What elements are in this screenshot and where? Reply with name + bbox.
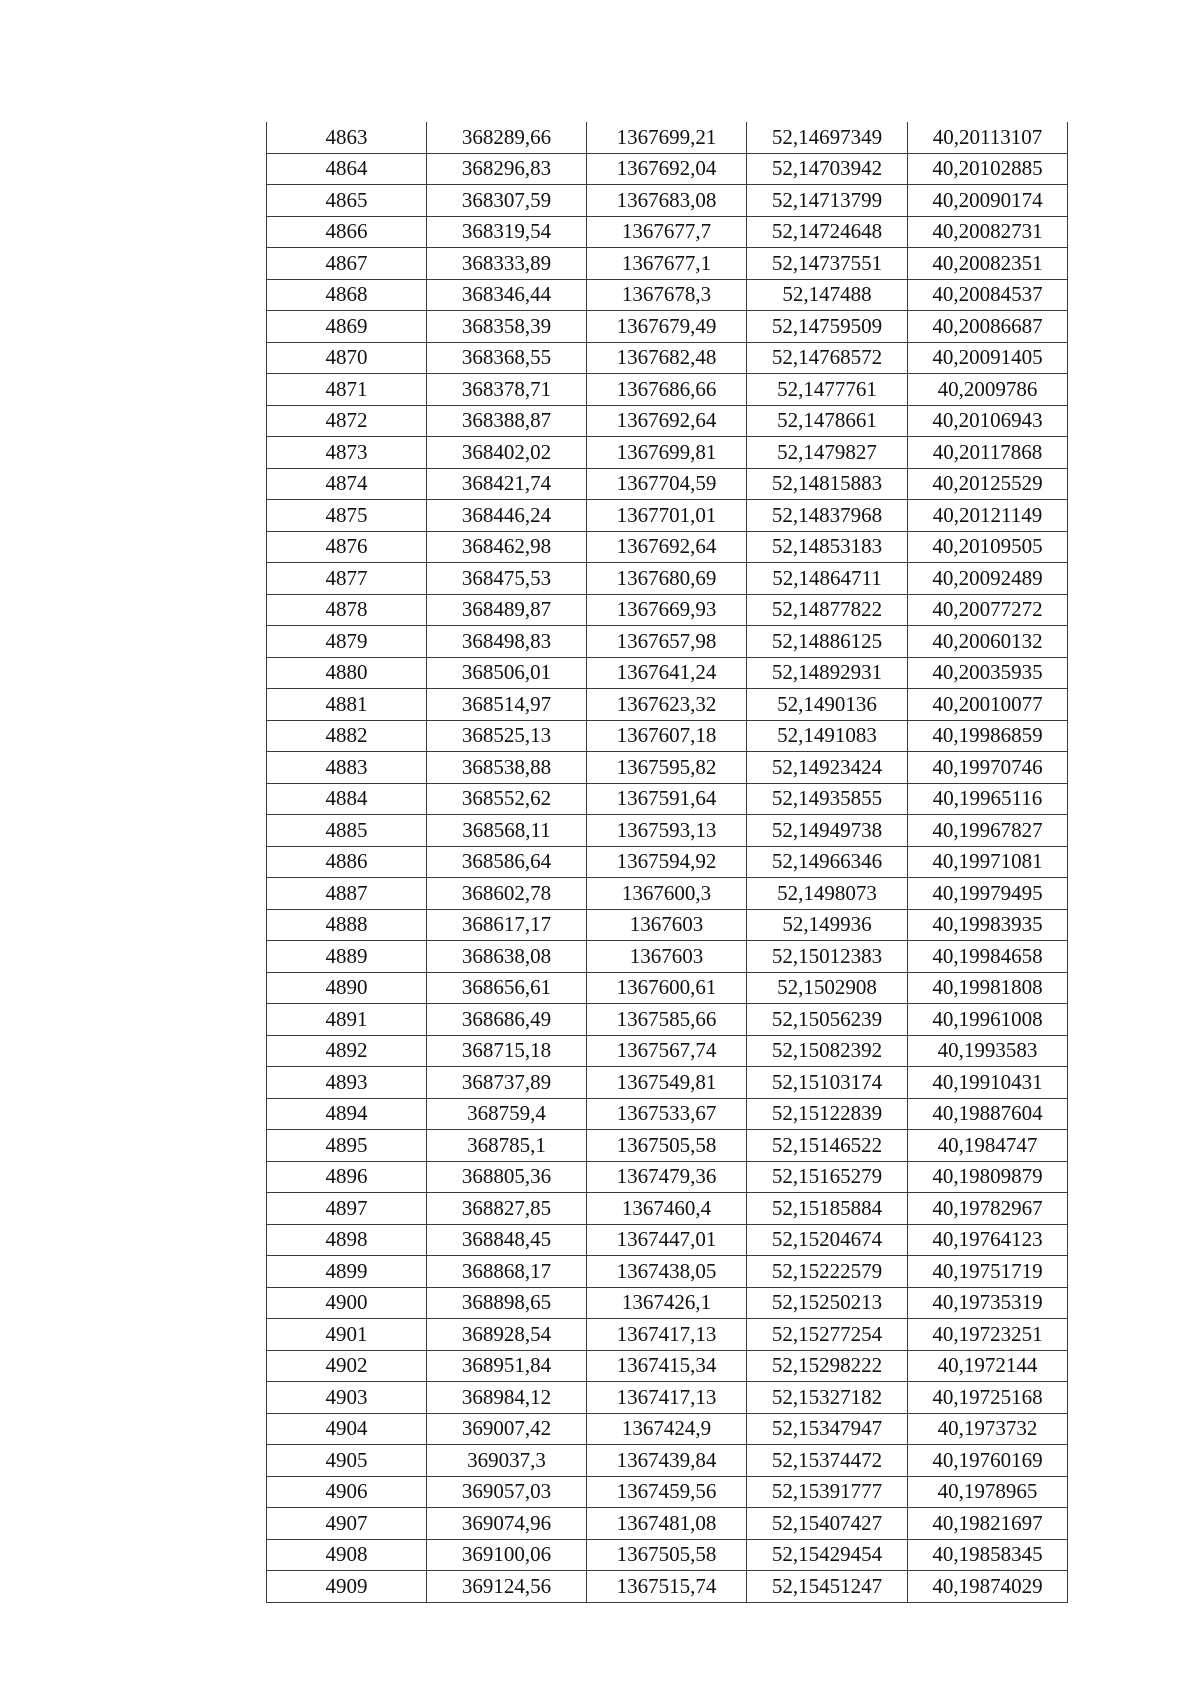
y-coordinate-cell: 1367699,81	[587, 437, 747, 469]
latitude-cell: 52,14949738	[747, 815, 908, 847]
longitude-cell: 40,20121149	[908, 500, 1068, 532]
x-coordinate-cell: 368686,49	[427, 1004, 587, 1036]
y-coordinate-cell: 1367447,01	[587, 1224, 747, 1256]
longitude-cell: 40,20117868	[908, 437, 1068, 469]
point-number-cell: 4885	[267, 815, 427, 847]
point-number-cell: 4906	[267, 1476, 427, 1508]
x-coordinate-cell: 369007,42	[427, 1413, 587, 1445]
table-row	[267, 657, 1068, 689]
latitude-cell: 52,14724648	[747, 216, 908, 248]
table-row	[267, 1193, 1068, 1225]
latitude-cell: 52,1498073	[747, 878, 908, 910]
longitude-cell: 40,20102885	[908, 153, 1068, 185]
x-coordinate-cell: 368805,36	[427, 1161, 587, 1193]
x-coordinate-cell: 368552,62	[427, 783, 587, 815]
point-number-cell: 4903	[267, 1382, 427, 1414]
longitude-cell: 40,20125529	[908, 468, 1068, 500]
y-coordinate-cell: 1367603	[587, 909, 747, 941]
point-number-cell: 4899	[267, 1256, 427, 1288]
longitude-cell: 40,19983935	[908, 909, 1068, 941]
y-coordinate-cell: 1367515,74	[587, 1571, 747, 1603]
longitude-cell: 40,19961008	[908, 1004, 1068, 1036]
point-number-cell: 4891	[267, 1004, 427, 1036]
latitude-cell: 52,147488	[747, 279, 908, 311]
latitude-cell: 52,1478661	[747, 405, 908, 437]
longitude-cell: 40,19981808	[908, 972, 1068, 1004]
point-number-cell: 4868	[267, 279, 427, 311]
longitude-cell: 40,20082731	[908, 216, 1068, 248]
longitude-cell: 40,19984658	[908, 941, 1068, 973]
x-coordinate-cell: 368498,83	[427, 626, 587, 658]
table-row	[267, 1035, 1068, 1067]
latitude-cell: 52,14886125	[747, 626, 908, 658]
y-coordinate-cell: 1367549,81	[587, 1067, 747, 1099]
x-coordinate-cell: 368402,02	[427, 437, 587, 469]
longitude-cell: 40,19967827	[908, 815, 1068, 847]
point-number-cell: 4869	[267, 311, 427, 343]
point-number-cell: 4884	[267, 783, 427, 815]
y-coordinate-cell: 1367679,49	[587, 311, 747, 343]
point-number-cell: 4876	[267, 531, 427, 563]
y-coordinate-cell: 1367682,48	[587, 342, 747, 374]
longitude-cell: 40,19760169	[908, 1445, 1068, 1477]
longitude-cell: 40,1973732	[908, 1413, 1068, 1445]
latitude-cell: 52,149936	[747, 909, 908, 941]
latitude-cell: 52,15429454	[747, 1539, 908, 1571]
x-coordinate-cell: 368378,71	[427, 374, 587, 406]
x-coordinate-cell: 368586,64	[427, 846, 587, 878]
table-row	[267, 563, 1068, 595]
point-number-cell: 4875	[267, 500, 427, 532]
x-coordinate-cell: 368346,44	[427, 279, 587, 311]
latitude-cell: 52,15082392	[747, 1035, 908, 1067]
point-number-cell: 4883	[267, 752, 427, 784]
table-row	[267, 311, 1068, 343]
latitude-cell: 52,1479827	[747, 437, 908, 469]
x-coordinate-cell: 368617,17	[427, 909, 587, 941]
table-row	[267, 468, 1068, 500]
table-row	[267, 1508, 1068, 1540]
x-coordinate-cell: 368602,78	[427, 878, 587, 910]
table-row	[267, 1067, 1068, 1099]
y-coordinate-cell: 1367585,66	[587, 1004, 747, 1036]
x-coordinate-cell: 368568,11	[427, 815, 587, 847]
point-number-cell: 4898	[267, 1224, 427, 1256]
y-coordinate-cell: 1367680,69	[587, 563, 747, 595]
latitude-cell: 52,14697349	[747, 122, 908, 153]
table-row	[267, 1161, 1068, 1193]
x-coordinate-cell: 369074,96	[427, 1508, 587, 1540]
longitude-cell: 40,20090174	[908, 185, 1068, 217]
y-coordinate-cell: 1367426,1	[587, 1287, 747, 1319]
y-coordinate-cell: 1367677,1	[587, 248, 747, 280]
point-number-cell: 4882	[267, 720, 427, 752]
y-coordinate-cell: 1367567,74	[587, 1035, 747, 1067]
longitude-cell: 40,20109505	[908, 531, 1068, 563]
table-row	[267, 594, 1068, 626]
longitude-cell: 40,20060132	[908, 626, 1068, 658]
x-coordinate-cell: 368319,54	[427, 216, 587, 248]
table-row	[267, 752, 1068, 784]
point-number-cell: 4890	[267, 972, 427, 1004]
point-number-cell: 4908	[267, 1539, 427, 1571]
table-row	[267, 720, 1068, 752]
x-coordinate-cell: 369037,3	[427, 1445, 587, 1477]
longitude-cell: 40,19979495	[908, 878, 1068, 910]
point-number-cell: 4897	[267, 1193, 427, 1225]
longitude-cell: 40,19910431	[908, 1067, 1068, 1099]
x-coordinate-cell: 368296,83	[427, 153, 587, 185]
table-row	[267, 122, 1068, 153]
table-row	[267, 405, 1068, 437]
y-coordinate-cell: 1367699,21	[587, 122, 747, 153]
latitude-cell: 52,15407427	[747, 1508, 908, 1540]
longitude-cell: 40,19782967	[908, 1193, 1068, 1225]
point-number-cell: 4873	[267, 437, 427, 469]
latitude-cell: 52,14759509	[747, 311, 908, 343]
table-row	[267, 342, 1068, 374]
coordinates-table	[266, 122, 1068, 1603]
y-coordinate-cell: 1367533,67	[587, 1098, 747, 1130]
longitude-cell: 40,20113107	[908, 122, 1068, 153]
y-coordinate-cell: 1367641,24	[587, 657, 747, 689]
table-row	[267, 1571, 1068, 1603]
coordinates-table-body	[267, 122, 1068, 1602]
x-coordinate-cell: 368638,08	[427, 941, 587, 973]
longitude-cell: 40,19735319	[908, 1287, 1068, 1319]
x-coordinate-cell: 369124,56	[427, 1571, 587, 1603]
point-number-cell: 4888	[267, 909, 427, 941]
y-coordinate-cell: 1367505,58	[587, 1130, 747, 1162]
point-number-cell: 4901	[267, 1319, 427, 1351]
y-coordinate-cell: 1367481,08	[587, 1508, 747, 1540]
point-number-cell: 4865	[267, 185, 427, 217]
table-row	[267, 1539, 1068, 1571]
x-coordinate-cell: 368421,74	[427, 468, 587, 500]
point-number-cell: 4893	[267, 1067, 427, 1099]
latitude-cell: 52,15056239	[747, 1004, 908, 1036]
longitude-cell: 40,20077272	[908, 594, 1068, 626]
latitude-cell: 52,1502908	[747, 972, 908, 1004]
table-row	[267, 1476, 1068, 1508]
latitude-cell: 52,15103174	[747, 1067, 908, 1099]
point-number-cell: 4887	[267, 878, 427, 910]
y-coordinate-cell: 1367600,61	[587, 972, 747, 1004]
table-row	[267, 1350, 1068, 1382]
y-coordinate-cell: 1367415,34	[587, 1350, 747, 1382]
latitude-cell: 52,15222579	[747, 1256, 908, 1288]
point-number-cell: 4864	[267, 153, 427, 185]
table-row	[267, 1382, 1068, 1414]
point-number-cell: 4892	[267, 1035, 427, 1067]
longitude-cell: 40,1984747	[908, 1130, 1068, 1162]
longitude-cell: 40,20084537	[908, 279, 1068, 311]
table-row	[267, 909, 1068, 941]
x-coordinate-cell: 368868,17	[427, 1256, 587, 1288]
latitude-cell: 52,1477761	[747, 374, 908, 406]
y-coordinate-cell: 1367424,9	[587, 1413, 747, 1445]
x-coordinate-cell: 368333,89	[427, 248, 587, 280]
latitude-cell: 52,15327182	[747, 1382, 908, 1414]
table-row	[267, 153, 1068, 185]
latitude-cell: 52,15012383	[747, 941, 908, 973]
x-coordinate-cell: 368462,98	[427, 531, 587, 563]
longitude-cell: 40,19725168	[908, 1382, 1068, 1414]
table-row	[267, 941, 1068, 973]
latitude-cell: 52,15347947	[747, 1413, 908, 1445]
table-row	[267, 1098, 1068, 1130]
longitude-cell: 40,1978965	[908, 1476, 1068, 1508]
y-coordinate-cell: 1367591,64	[587, 783, 747, 815]
table-row	[267, 279, 1068, 311]
point-number-cell: 4879	[267, 626, 427, 658]
latitude-cell: 52,15165279	[747, 1161, 908, 1193]
longitude-cell: 40,20010077	[908, 689, 1068, 721]
x-coordinate-cell: 368368,55	[427, 342, 587, 374]
point-number-cell: 4866	[267, 216, 427, 248]
longitude-cell: 40,19764123	[908, 1224, 1068, 1256]
y-coordinate-cell: 1367607,18	[587, 720, 747, 752]
longitude-cell: 40,19965116	[908, 783, 1068, 815]
x-coordinate-cell: 368358,39	[427, 311, 587, 343]
y-coordinate-cell: 1367692,64	[587, 405, 747, 437]
x-coordinate-cell: 368289,66	[427, 122, 587, 153]
x-coordinate-cell: 368446,24	[427, 500, 587, 532]
y-coordinate-cell: 1367595,82	[587, 752, 747, 784]
latitude-cell: 52,14815883	[747, 468, 908, 500]
y-coordinate-cell: 1367600,3	[587, 878, 747, 910]
point-number-cell: 4880	[267, 657, 427, 689]
y-coordinate-cell: 1367417,13	[587, 1382, 747, 1414]
longitude-cell: 40,19970746	[908, 752, 1068, 784]
longitude-cell: 40,20091405	[908, 342, 1068, 374]
point-number-cell: 4871	[267, 374, 427, 406]
x-coordinate-cell: 368489,87	[427, 594, 587, 626]
longitude-cell: 40,19971081	[908, 846, 1068, 878]
y-coordinate-cell: 1367417,13	[587, 1319, 747, 1351]
point-number-cell: 4878	[267, 594, 427, 626]
y-coordinate-cell: 1367683,08	[587, 185, 747, 217]
y-coordinate-cell: 1367692,04	[587, 153, 747, 185]
table-row	[267, 531, 1068, 563]
longitude-cell: 40,20082351	[908, 248, 1068, 280]
latitude-cell: 52,14713799	[747, 185, 908, 217]
latitude-cell: 52,14877822	[747, 594, 908, 626]
point-number-cell: 4867	[267, 248, 427, 280]
latitude-cell: 52,1490136	[747, 689, 908, 721]
y-coordinate-cell: 1367603	[587, 941, 747, 973]
longitude-cell: 40,19809879	[908, 1161, 1068, 1193]
table-row	[267, 1287, 1068, 1319]
x-coordinate-cell: 368827,85	[427, 1193, 587, 1225]
latitude-cell: 52,15146522	[747, 1130, 908, 1162]
point-number-cell: 4900	[267, 1287, 427, 1319]
point-number-cell: 4870	[267, 342, 427, 374]
point-number-cell: 4874	[267, 468, 427, 500]
y-coordinate-cell: 1367460,4	[587, 1193, 747, 1225]
point-number-cell: 4895	[267, 1130, 427, 1162]
y-coordinate-cell: 1367677,7	[587, 216, 747, 248]
x-coordinate-cell: 368475,53	[427, 563, 587, 595]
point-number-cell: 4907	[267, 1508, 427, 1540]
latitude-cell: 52,14853183	[747, 531, 908, 563]
table-row	[267, 1445, 1068, 1477]
y-coordinate-cell: 1367657,98	[587, 626, 747, 658]
longitude-cell: 40,20086687	[908, 311, 1068, 343]
x-coordinate-cell: 368928,54	[427, 1319, 587, 1351]
y-coordinate-cell: 1367505,58	[587, 1539, 747, 1571]
longitude-cell: 40,2009786	[908, 374, 1068, 406]
latitude-cell: 52,15298222	[747, 1350, 908, 1382]
y-coordinate-cell: 1367479,36	[587, 1161, 747, 1193]
longitude-cell: 40,19874029	[908, 1571, 1068, 1603]
longitude-cell: 40,19821697	[908, 1508, 1068, 1540]
latitude-cell: 52,14768572	[747, 342, 908, 374]
x-coordinate-cell: 368656,61	[427, 972, 587, 1004]
latitude-cell: 52,15451247	[747, 1571, 908, 1603]
table-row	[267, 1224, 1068, 1256]
y-coordinate-cell: 1367623,32	[587, 689, 747, 721]
latitude-cell: 52,14966346	[747, 846, 908, 878]
x-coordinate-cell: 368506,01	[427, 657, 587, 689]
longitude-cell: 40,20035935	[908, 657, 1068, 689]
latitude-cell: 52,15374472	[747, 1445, 908, 1477]
table-row	[267, 374, 1068, 406]
point-number-cell: 4881	[267, 689, 427, 721]
longitude-cell: 40,1993583	[908, 1035, 1068, 1067]
table-row	[267, 185, 1068, 217]
latitude-cell: 52,15250213	[747, 1287, 908, 1319]
longitude-cell: 40,20106943	[908, 405, 1068, 437]
y-coordinate-cell: 1367686,66	[587, 374, 747, 406]
x-coordinate-cell: 368951,84	[427, 1350, 587, 1382]
table-row	[267, 1004, 1068, 1036]
point-number-cell: 4889	[267, 941, 427, 973]
longitude-cell: 40,19751719	[908, 1256, 1068, 1288]
point-number-cell: 4909	[267, 1571, 427, 1603]
point-number-cell: 4863	[267, 122, 427, 153]
latitude-cell: 52,14892931	[747, 657, 908, 689]
x-coordinate-cell: 368715,18	[427, 1035, 587, 1067]
table-row	[267, 972, 1068, 1004]
y-coordinate-cell: 1367593,13	[587, 815, 747, 847]
table-row	[267, 815, 1068, 847]
point-number-cell: 4877	[267, 563, 427, 595]
latitude-cell: 52,14837968	[747, 500, 908, 532]
latitude-cell: 52,1491083	[747, 720, 908, 752]
point-number-cell: 4894	[267, 1098, 427, 1130]
table-row	[267, 1319, 1068, 1351]
latitude-cell: 52,14703942	[747, 153, 908, 185]
latitude-cell: 52,15391777	[747, 1476, 908, 1508]
x-coordinate-cell: 368388,87	[427, 405, 587, 437]
x-coordinate-cell: 368514,97	[427, 689, 587, 721]
table-row	[267, 846, 1068, 878]
x-coordinate-cell: 368538,88	[427, 752, 587, 784]
latitude-cell: 52,14923424	[747, 752, 908, 784]
point-number-cell: 4886	[267, 846, 427, 878]
point-number-cell: 4872	[267, 405, 427, 437]
y-coordinate-cell: 1367692,64	[587, 531, 747, 563]
y-coordinate-cell: 1367701,01	[587, 500, 747, 532]
latitude-cell: 52,15122839	[747, 1098, 908, 1130]
y-coordinate-cell: 1367459,56	[587, 1476, 747, 1508]
x-coordinate-cell: 368984,12	[427, 1382, 587, 1414]
latitude-cell: 52,14935855	[747, 783, 908, 815]
latitude-cell: 52,14864711	[747, 563, 908, 595]
table-row	[267, 783, 1068, 815]
longitude-cell: 40,19723251	[908, 1319, 1068, 1351]
table-row	[267, 878, 1068, 910]
x-coordinate-cell: 368785,1	[427, 1130, 587, 1162]
table-row	[267, 248, 1068, 280]
longitude-cell: 40,20092489	[908, 563, 1068, 595]
latitude-cell: 52,15204674	[747, 1224, 908, 1256]
longitude-cell: 40,19887604	[908, 1098, 1068, 1130]
table-row	[267, 626, 1068, 658]
latitude-cell: 52,15277254	[747, 1319, 908, 1351]
table-row	[267, 1256, 1068, 1288]
x-coordinate-cell: 368759,4	[427, 1098, 587, 1130]
point-number-cell: 4905	[267, 1445, 427, 1477]
x-coordinate-cell: 368737,89	[427, 1067, 587, 1099]
y-coordinate-cell: 1367438,05	[587, 1256, 747, 1288]
table-row	[267, 689, 1068, 721]
y-coordinate-cell: 1367704,59	[587, 468, 747, 500]
table-row	[267, 1413, 1068, 1445]
table-row	[267, 1130, 1068, 1162]
x-coordinate-cell: 369057,03	[427, 1476, 587, 1508]
longitude-cell: 40,1972144	[908, 1350, 1068, 1382]
y-coordinate-cell: 1367678,3	[587, 279, 747, 311]
x-coordinate-cell: 368898,65	[427, 1287, 587, 1319]
table-row	[267, 500, 1068, 532]
x-coordinate-cell: 368848,45	[427, 1224, 587, 1256]
point-number-cell: 4896	[267, 1161, 427, 1193]
latitude-cell: 52,14737551	[747, 248, 908, 280]
x-coordinate-cell: 368525,13	[427, 720, 587, 752]
table-row	[267, 216, 1068, 248]
y-coordinate-cell: 1367594,92	[587, 846, 747, 878]
x-coordinate-cell: 369100,06	[427, 1539, 587, 1571]
y-coordinate-cell: 1367669,93	[587, 594, 747, 626]
point-number-cell: 4902	[267, 1350, 427, 1382]
y-coordinate-cell: 1367439,84	[587, 1445, 747, 1477]
x-coordinate-cell: 368307,59	[427, 185, 587, 217]
latitude-cell: 52,15185884	[747, 1193, 908, 1225]
point-number-cell: 4904	[267, 1413, 427, 1445]
longitude-cell: 40,19858345	[908, 1539, 1068, 1571]
longitude-cell: 40,19986859	[908, 720, 1068, 752]
table-row	[267, 437, 1068, 469]
